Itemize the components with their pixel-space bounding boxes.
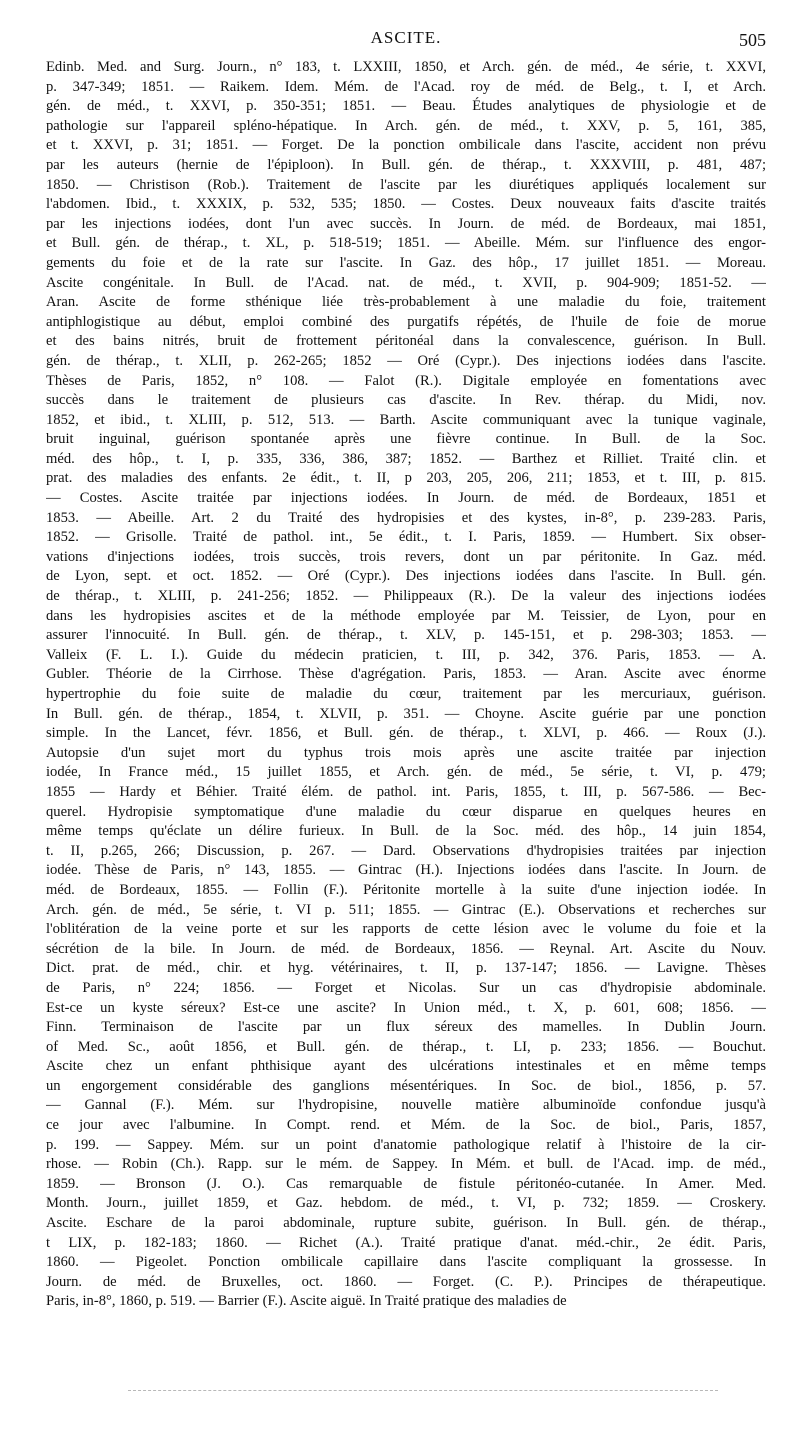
text-line: iodée, In France méd., 15 juillet 1855, et Arch. gén. de méd., 5e série, t. VI, p. 479; bbox=[46, 764, 766, 781]
text-line: et des bains nitrés, bruit de frottement péritonéal dans la convalescence, guérison. In Bull. bbox=[46, 333, 766, 350]
bibliography-text bbox=[46, 58, 766, 1312]
text-line: 1853. — Abeille. Art. 2 du Traité des hydropisies et des kystes, in-8°, p. 239-283. Paris, bbox=[46, 509, 766, 526]
text-line: Ascite congénitale. In Bull. de l'Acad. nat. de méd., t. XVII, p. 904-909; 1851-52. — bbox=[46, 274, 766, 291]
text-line: par les injections iodées, dont l'un avec succès. In Journ. de méd. de Bordeaux, mai 1851, bbox=[46, 215, 766, 232]
text-line: 1852. — Grisolle. Traité de pathol. int., 5e édit., t. I. Paris, 1859. — Humbert. Six obser- bbox=[46, 529, 766, 546]
text-line: Paris, in-8°, 1860, p. 519. — Barrier (F.). Ascite aiguë. In Traité pratique des maladies de bbox=[46, 1293, 567, 1310]
text-line: succès dans le traitement de plusieurs cas d'ascite. In Rev. thérap. du Midi, nov. bbox=[46, 392, 766, 409]
text-line: de Paris, n° 224; 1856. — Forget et Nicolas. Sur un cas d'hydropisie abdominale. bbox=[46, 979, 766, 996]
text-line: Finn. Terminaison de l'ascite par un flux séreux des mamelles. In Dublin Journ. bbox=[46, 1019, 766, 1036]
text-line: Valleix (F. L. I.). Guide du médecin praticien, t. III, p. 342, 376. Paris, 1853. — A. bbox=[46, 646, 766, 663]
text-line: bruit inguinal, guérison spontanée après une fièvre continue. In Bull. de la Soc. bbox=[46, 431, 766, 448]
page-number: 505 bbox=[739, 30, 766, 50]
text-line: même temps qu'éclate un délire furieux. In Bull. de la Soc. méd. des hôp., 14 juin 1854, bbox=[46, 823, 766, 840]
text-line: pathologie sur l'appareil spléno-hépatique. In Arch. gén. de méd., t. XXV, p. 5, 161, 385, bbox=[46, 117, 766, 134]
text-line: Month. Journ., juillet 1859, et Gaz. hebdom. de méd., t. VI, p. 732; 1859. — Croskery. bbox=[46, 1195, 766, 1212]
text-line: 1855 — Hardy et Béhier. Traité élém. de pathol. int. Paris, 1855, t. III, p. 567-586. — Bec- bbox=[46, 783, 766, 800]
text-line: iodée. Thèse de Paris, n° 143, 1855. — Gintrac (H.). Injections iodées dans l'ascite. In Journ. de bbox=[46, 862, 766, 879]
text-line: vations d'injections iodées, trois succès, trois revers, dont un par péritonite. In Gaz. méd. bbox=[46, 548, 766, 565]
text-line: Arch. gén. de méd., 5e série, t. VI p. 511; 1855. — Gintrac (E.). Observations et recherches sur bbox=[46, 901, 766, 918]
text-line: un engorgement considérable des ganglions mésentériques. In Soc. de biol., 1856, p. 57. bbox=[46, 1077, 766, 1094]
text-line: p. 347-349; 1851. — Raikem. Idem. Mém. de l'Acad. roy de méd. de Belg., t. I, et Arch. bbox=[46, 78, 766, 95]
text-line: par les auteurs (hernie de l'épiploon). In Bull. gén. de thérap., t. XXXVIII, p. 481, 487; bbox=[46, 156, 766, 173]
text-line: — Costes. Ascite traitée par injections iodées. In Journ. de méd. de Bordeaux, 1851 et bbox=[46, 490, 766, 507]
text-line: querel. Hydropisie symptomatique d'une maladie du cœur disparue en quelques heures en bbox=[46, 803, 766, 820]
text-line: l'abdomen. Ibid., t. XXXIX, p. 532, 535; 1850. — Costes. Deux nouveaux faits d'ascite traités bbox=[46, 196, 766, 213]
text-line: gén. de thérap., t. XLII, p. 262-265; 1852 — Oré (Cypr.). Des injections iodées dans l'ascite. bbox=[46, 352, 766, 369]
text-line: of Med. Sc., août 1856, et Bull. gén. de thérap., t. LI, p. 233; 1856. — Bouchut. bbox=[46, 1038, 766, 1055]
text-line: simple. In the Lancet, févr. 1856, et Bull. gén. de thérap., t. XLVI, p. 466. — Roux (J.). bbox=[46, 725, 766, 742]
text-line: gements du foie et de la rate sur l'ascite. In Gaz. des hôp., 17 juillet 1851. — Moreau. bbox=[46, 254, 766, 271]
text-line: 1850. — Christison (Rob.). Traitement de l'ascite par les diurétiques appliqués localement sur bbox=[46, 176, 766, 193]
text-line: 1860. — Pigeolet. Ponction ombilicale capillaire dans l'ascite compliquant la grossesse. In bbox=[46, 1254, 766, 1271]
text-line: et t. XXVI, p. 31; 1851. — Forget. De la ponction ombilicale dans l'ascite, accident non prévu bbox=[46, 137, 766, 154]
text-line: et Bull. gén. de thérap., t. XL, p. 518-519; 1851. — Abeille. Mém. sur l'influence des engor- bbox=[46, 235, 766, 252]
text-line: Gubler. Théorie de la Cirrhose. Thèse d'agrégation. Paris, 1853. — Aran. Ascite avec énorme bbox=[46, 666, 766, 683]
text-line: Ascite chez un enfant phthisique ayant des ulcérations intestinales et en même temps bbox=[46, 1058, 766, 1075]
text-line: — Gannal (F.). Mém. sur l'hydropisine, nouvelle matière albuminoïde confondue jusqu'à bbox=[46, 1097, 766, 1114]
text-line: Aran. Ascite de forme sthénique liée très-probablement à une maladie du foie, traitement bbox=[46, 294, 766, 311]
text-line: Est-ce un kyste séreux? Est-ce une ascite? In Union méd., t. X, p. 601, 608; 1856. — bbox=[46, 999, 766, 1016]
text-line: Autopsie d'un sujet mort du typhus trois mois après une ascite traitée par injection bbox=[46, 744, 766, 761]
text-line: antiphlogistique au début, emploi combiné des purgatifs répétés, de l'huile de foie de morue bbox=[46, 313, 766, 330]
text-line: t LIX, p. 182-183; 1860. — Richet (A.). Traité pratique d'anat. méd.-chir., 2e édit. Paris, bbox=[46, 1234, 766, 1251]
text-line: prat. des maladies des enfants. 2e édit., t. II, p 203, 205, 206, 211; 1853, et t. III, p. 815. bbox=[46, 470, 766, 487]
page-title: ASCITE. bbox=[370, 28, 442, 47]
text-line: Dict. prat. de méd., chir. et hyg. vétérinaires, t. II, p. 137-147; 1856. — Lavigne. Thèses bbox=[46, 960, 766, 977]
text-line: Thèses de Paris, 1852, n° 108. — Falot (R.). Digitale employée en fomentations avec bbox=[46, 372, 766, 389]
text-line: gén. de méd., t. XXVI, p. 350-351; 1851. — Beau. Études analytiques de physiologie et de bbox=[46, 98, 766, 115]
text-line: l'oblitération de la veine porte et sur les rapports de cette lésion avec le volume du foie et la bbox=[46, 921, 766, 938]
footer-rule bbox=[128, 1390, 718, 1391]
text-line: de Lyon, sept. et oct. 1852. — Oré (Cypr.). Des injections iodées dans l'ascite. In Bull. gén. bbox=[46, 568, 766, 585]
text-line: sécrétion de la bile. In Journ. de méd. de Bordeaux, 1856. — Reynal. Art. Ascite du Nouv. bbox=[46, 940, 766, 957]
text-line: t. II, p.265, 266; Discussion, p. 267. — Dard. Observations d'hydropisies traitées par injection bbox=[46, 842, 766, 859]
text-line: assurer l'innocuité. In Bull. gén. de thérap., t. XLV, p. 145-151, et p. 298-303; 1853. — bbox=[46, 627, 766, 644]
text-line: rhose. — Robin (Ch.). Rapp. sur le mém. de Sappey. In Mém. et bull. de l'Acad. imp. de méd., bbox=[46, 1156, 766, 1173]
text-line: Journ. de méd. de Bruxelles, oct. 1860. — Forget. (C. P.). Principes de thérapeutique. bbox=[46, 1273, 766, 1290]
text-line: ce jour avec l'albumine. In Compt. rend. et Mém. de la Soc. de biol., Paris, 1857, bbox=[46, 1117, 766, 1134]
text-line: In Bull. gén. de thérap., 1854, t. XLVII, p. 351. — Choyne. Ascite guérie par une ponction bbox=[46, 705, 766, 722]
text-line: Edinb. Med. and Surg. Journ., n° 183, t. LXXIII, 1850, et Arch. gén. de méd., 4e série, t. XXVI, bbox=[46, 59, 766, 75]
text-line: dans les hydropisies ascites et de la méthode employée par M. Teissier, de Lyon, pour en bbox=[46, 607, 766, 624]
text-line: de thérap., t. XLIII, p. 241-256; 1852. — Philippeaux (R.). De la valeur des injections iodées bbox=[46, 588, 766, 605]
text-line: méd. de Bordeaux, 1855. — Follin (F.). Péritonite mortelle à la suite d'une injection iodée. In bbox=[46, 881, 766, 898]
text-line: Ascite. Eschare de la paroi abdominale, rupture subite, guérison. In Bull. gén. de thérap., bbox=[46, 1215, 766, 1232]
text-line: p. 199. — Sappey. Mém. sur un point d'anatomie pathologique relatif à l'histoire de la cir- bbox=[46, 1136, 766, 1153]
text-line: méd. des hôp., t. I, p. 335, 336, 386, 387; 1852. — Barthez et Rilliet. Traité clin. et bbox=[46, 450, 766, 467]
text-line: 1852, et ibid., t. XLIII, p. 512, 513. — Barth. Ascite communiquant avec la tunique vaginale, bbox=[46, 411, 766, 428]
text-line: hypertrophie du foie suite de maladie du cœur, traitement par les mercuriaux, guérison. bbox=[46, 686, 766, 702]
running-head bbox=[46, 28, 766, 54]
text-line: 1859. — Bronson (J. O.). Cas remarquable de fistule péritonéo-cutanée. In Amer. Med. bbox=[46, 1175, 766, 1192]
